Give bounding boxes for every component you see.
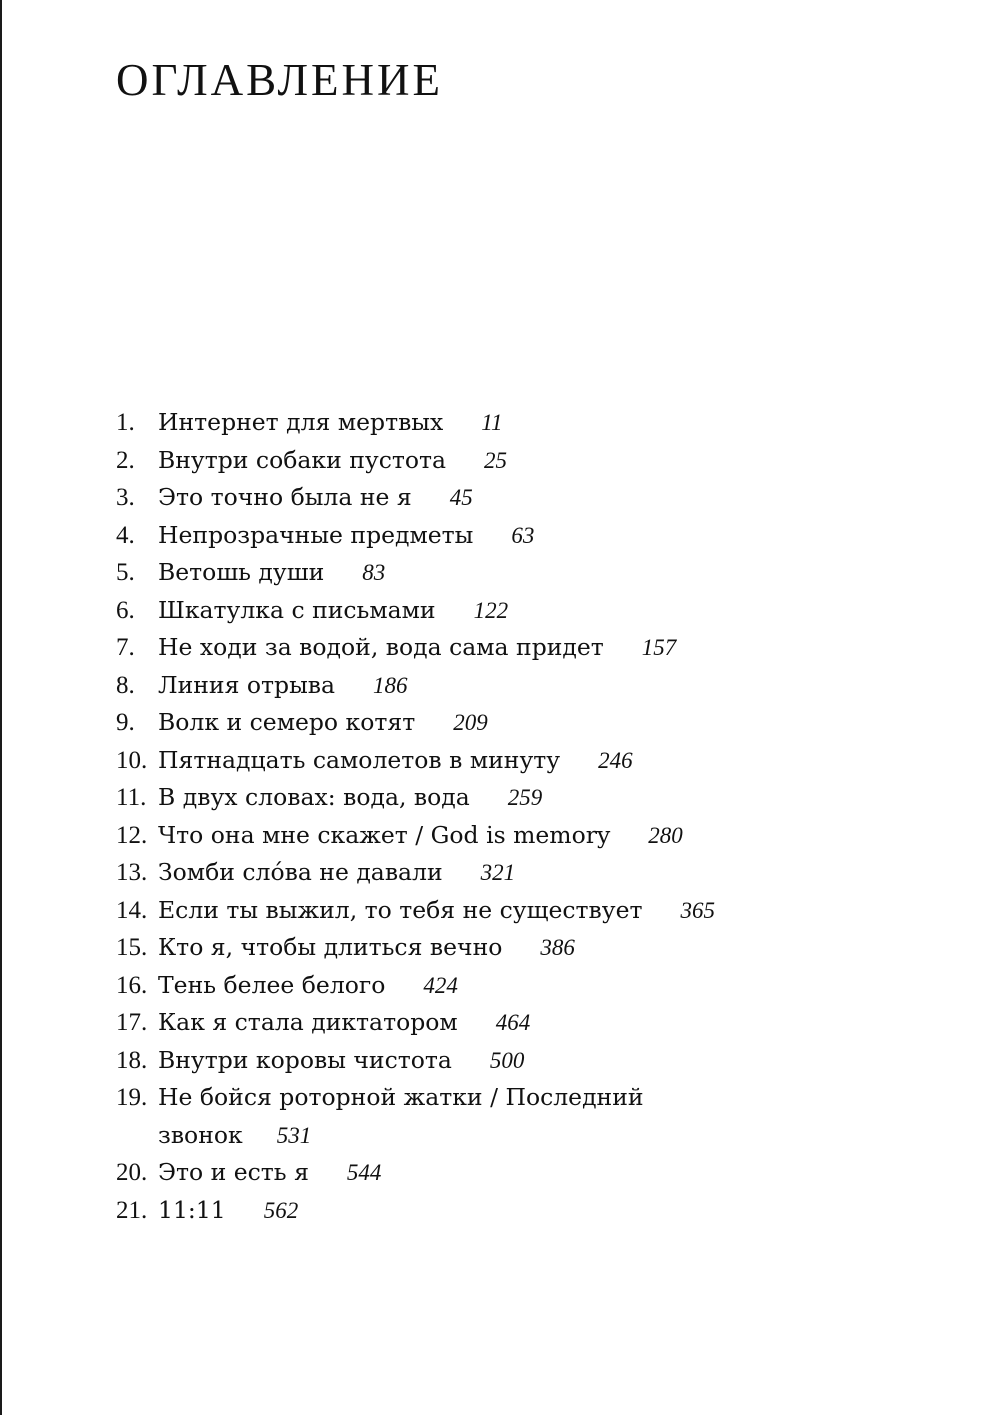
toc-entry-number: 21.: [116, 1196, 148, 1224]
toc-entry[interactable]: [116, 929, 816, 967]
toc-entry-page: 500: [489, 1047, 525, 1073]
toc-entry[interactable]: [116, 1079, 816, 1154]
toc-entry-number: 15.: [116, 934, 148, 961]
toc-entry-page: 464: [495, 1010, 531, 1035]
toc-entry-page: 157: [641, 635, 677, 660]
toc-entry-number: 20.: [116, 1159, 148, 1186]
toc-entry-page: 259: [507, 785, 543, 810]
toc-entry-number: 17.: [116, 1009, 148, 1036]
toc-entry-page: 424: [423, 972, 458, 998]
toc-entry-title: Внутри коровы чистота: [158, 1045, 452, 1074]
toc-entry-page: 246: [598, 747, 633, 773]
toc-entry-page: 25: [484, 447, 508, 473]
toc-entry[interactable]: [116, 629, 816, 667]
toc-entry-title: Ветошь души: [158, 558, 325, 586]
toc-entry-number: 5.: [116, 559, 135, 586]
toc-entry-title: Кто я, чтобы длиться вечно: [158, 933, 503, 961]
toc-entry-number: 12.: [116, 821, 148, 849]
toc-entry-page: 83: [362, 560, 386, 585]
toc-entry[interactable]: [116, 892, 816, 930]
toc-entry[interactable]: [116, 1154, 816, 1192]
toc-entry-page: 562: [263, 1197, 299, 1223]
toc-entry-number: 7.: [116, 634, 135, 661]
toc-entry-page: 544: [346, 1160, 382, 1185]
page-edge-line: [0, 0, 2, 1415]
toc-entry-title: Что она мне скажет / God is memory: [158, 820, 611, 849]
toc-entry-number: 16.: [116, 971, 148, 999]
toc-entry-title: Внутри собаки пустота: [158, 445, 447, 474]
toc-entry[interactable]: [116, 404, 816, 442]
toc-entry-title: Это точно была не я: [158, 483, 412, 511]
toc-entry-page: 63: [511, 522, 535, 548]
toc-entry-title: Если ты выжил, то тебя не существует: [158, 895, 643, 924]
toc-entry-page: 122: [473, 597, 509, 623]
toc-entry[interactable]: [116, 442, 816, 480]
toc-entry[interactable]: [116, 1042, 816, 1080]
toc-entry-page: 45: [449, 485, 473, 510]
toc-entry-number: 1.: [116, 409, 135, 436]
toc-entry-title: Пятнадцать самолетов в минуту: [158, 745, 561, 774]
toc-entry-page: 11: [481, 410, 503, 435]
toc-entry[interactable]: [116, 779, 816, 817]
toc-entry[interactable]: [116, 967, 816, 1005]
toc-entry-number: 10.: [116, 746, 148, 774]
toc-entry-number: 2.: [116, 446, 135, 474]
toc-entry-title: Зомби сло́ва не давали: [158, 858, 443, 886]
toc-entry-title: Шкатулка с письмами: [158, 595, 436, 624]
toc-entry[interactable]: [116, 1192, 816, 1230]
toc-entry-page: 186: [373, 672, 408, 698]
toc-entry-number: 19.: [116, 1084, 148, 1111]
toc-entry-page: 531: [276, 1122, 312, 1148]
toc-entry-page: 386: [540, 935, 575, 960]
toc-entry[interactable]: [116, 704, 816, 742]
toc-entry-page: 365: [680, 897, 716, 923]
toc-entry-title: Интернет для мертвых: [158, 408, 444, 436]
toc-entry-title: Непрозрачные предметы: [158, 520, 474, 549]
toc-entry-title-text: Не бойся роторной жатки / Последний звонок: [158, 1083, 644, 1149]
toc-entry-title: 11:11: [158, 1195, 226, 1224]
toc-entry[interactable]: [116, 517, 816, 555]
toc-entry-title: Не ходи за водой, вода сама придет: [158, 633, 604, 661]
toc-entry-title: Волк и семеро котят: [158, 708, 416, 736]
toc-entry[interactable]: [116, 479, 816, 517]
toc-entry-title: [158, 1079, 658, 1154]
toc-entry-title: Как я стала диктатором: [158, 1008, 458, 1036]
page-title: ОГЛАВЛЕНИЕ: [116, 55, 443, 105]
toc-entry-number: 4.: [116, 521, 135, 549]
toc-entry-number: 6.: [116, 596, 135, 624]
toc-entry[interactable]: [116, 1004, 816, 1042]
toc-entry[interactable]: [116, 667, 816, 705]
toc-entry-title: Тень белее белого: [158, 970, 386, 999]
toc-entry-number: 18.: [116, 1046, 148, 1074]
toc-entry-number: 3.: [116, 484, 135, 511]
toc-entry[interactable]: [116, 554, 816, 592]
toc-entry-title: Это и есть я: [158, 1158, 309, 1186]
toc-entry-number: 11.: [116, 784, 147, 811]
toc-entry[interactable]: [116, 817, 816, 855]
toc-entry-number: 8.: [116, 671, 135, 699]
table-of-contents: [116, 404, 816, 1229]
toc-entry-number: 14.: [116, 896, 148, 924]
toc-entry-title: Линия отрыва: [158, 670, 336, 699]
toc-entry-number: 9.: [116, 709, 135, 736]
toc-entry[interactable]: [116, 854, 816, 892]
toc-entry-page: 321: [480, 860, 516, 885]
toc-entry[interactable]: [116, 592, 816, 630]
toc-entry-page: 280: [648, 822, 683, 848]
toc-entry-page: 209: [453, 710, 488, 735]
toc-entry-number: 13.: [116, 859, 148, 886]
toc-entry-title: В двух словах: вода, вода: [158, 783, 470, 811]
toc-entry[interactable]: [116, 742, 816, 780]
